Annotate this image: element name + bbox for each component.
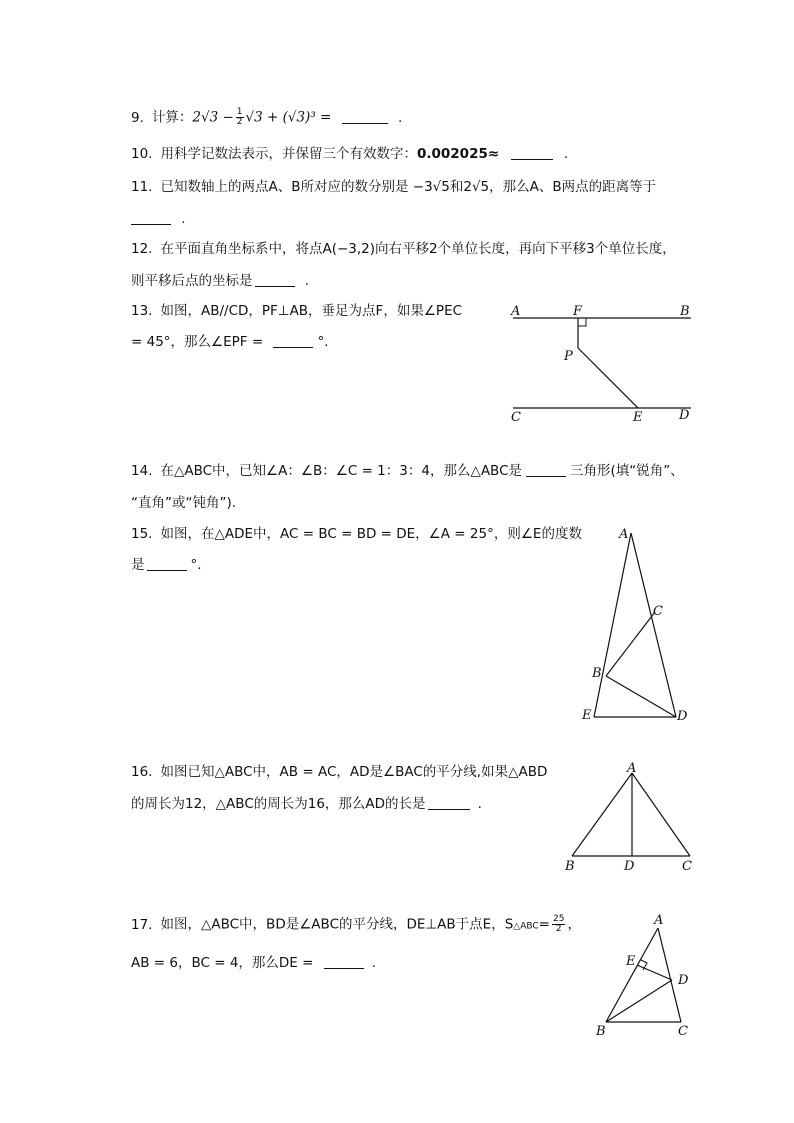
question-11-line2 xyxy=(131,210,186,228)
label-d: D xyxy=(679,408,690,423)
punctuation: . xyxy=(477,796,482,812)
label-a: A xyxy=(619,527,629,542)
question-number: 10. xyxy=(131,146,153,162)
label-b: B xyxy=(596,1024,606,1039)
answer-blank[interactable] xyxy=(273,334,313,348)
question-number: 12. xyxy=(131,241,153,257)
question-14-line2 xyxy=(131,494,236,512)
answer-blank[interactable] xyxy=(147,557,187,571)
question-text: 是 xyxy=(131,557,145,573)
answer-blank[interactable] xyxy=(324,955,364,969)
question-13-line2 xyxy=(131,333,329,351)
segment-bd xyxy=(606,676,676,717)
question-13 xyxy=(131,302,462,320)
fraction-denominator: 2 xyxy=(555,924,562,934)
punctuation: °. xyxy=(190,557,202,573)
question-text: 如图，△ABC中，BD是∠ABC的平分线，DE⊥AB于点E，S xyxy=(160,916,514,933)
question-15 xyxy=(131,525,582,543)
math-expression: 2√3 − xyxy=(192,109,234,126)
label-a: A xyxy=(627,761,637,776)
question-text: 在△ABC中，已知∠A：∠B：∠C = 1：3：4，那么△ABC是 xyxy=(160,463,523,479)
question-17 xyxy=(131,915,581,936)
answer-blank[interactable] xyxy=(255,273,295,287)
segment-pe xyxy=(578,348,638,408)
label-d: D xyxy=(677,709,688,724)
question-16 xyxy=(131,763,547,781)
question-text: = 45°，那么∠EPF = xyxy=(131,334,264,350)
question-number: 16. xyxy=(131,764,153,780)
question-number: 9. xyxy=(131,109,144,126)
fraction-numerator: 25 xyxy=(552,914,565,924)
label-c: C xyxy=(511,410,521,425)
question-number: 17. xyxy=(131,916,153,933)
label-d: D xyxy=(678,973,689,988)
segment-ac xyxy=(632,773,690,856)
label-c: C xyxy=(682,859,692,874)
label-a: A xyxy=(654,913,664,928)
question-text: 如图，AB//CD，PF⊥AB，垂足为点F，如果∠PEC xyxy=(160,303,463,319)
punctuation: °. xyxy=(317,334,329,350)
label-e: E xyxy=(626,954,636,969)
question-text: 计算： xyxy=(151,109,193,126)
segment-ad xyxy=(631,533,676,717)
question-text: 如图，在△ADE中，AC = BC = BD = DE，∠A = 25°，则∠E的度数 xyxy=(160,526,582,542)
label-c: C xyxy=(653,604,663,619)
punctuation: . xyxy=(397,109,403,126)
label-a: A xyxy=(511,304,521,319)
question-10 xyxy=(131,145,568,163)
answer-blank[interactable] xyxy=(342,110,388,124)
figure-15 xyxy=(580,525,700,725)
answer-blank[interactable] xyxy=(428,796,470,810)
math-expression: √3 + (√3)³ = xyxy=(245,109,332,126)
punctuation: . xyxy=(371,955,377,971)
answer-blank[interactable] xyxy=(511,146,553,160)
question-text: 则平移后点的坐标是 xyxy=(131,273,253,289)
question-text: AB = 6，BC = 4，那么DE = xyxy=(131,955,314,971)
fraction xyxy=(236,108,244,127)
figure-13 xyxy=(505,300,705,430)
question-number: 11. xyxy=(131,179,153,195)
right-angle-mark xyxy=(578,318,586,326)
label-d: D xyxy=(624,859,635,874)
label-e: E xyxy=(582,708,592,723)
figure-17 xyxy=(590,910,700,1045)
punctuation: ， xyxy=(567,916,581,933)
subscript: △ABC xyxy=(513,921,539,932)
question-text: “直角”或“钝角”). xyxy=(131,495,237,511)
question-number: 14. xyxy=(131,463,153,479)
label-p: P xyxy=(564,349,573,364)
answer-blank[interactable] xyxy=(131,211,171,225)
label-f: F xyxy=(573,304,583,319)
question-number: 13. xyxy=(131,303,153,319)
question-17-line2 xyxy=(131,954,376,972)
question-text: 已知数轴上的两点A、B所对应的数分别是 −3√5和2√5，那么A、B两点的距离等于 xyxy=(160,179,657,195)
punctuation: . xyxy=(181,211,186,227)
fraction xyxy=(552,915,565,934)
punctuation: . xyxy=(563,146,569,162)
question-text: 在平面直角坐标系中，将点A(−3,2)向右平移2个单位长度，再向下平移3个单位长度， xyxy=(160,241,676,257)
question-number: 15. xyxy=(131,526,153,542)
segment-ab xyxy=(572,773,632,856)
label-b: B xyxy=(592,666,602,681)
question-16-line2 xyxy=(131,795,482,813)
punctuation: . xyxy=(304,273,310,289)
question-14 xyxy=(131,462,684,480)
segment-de xyxy=(637,965,672,980)
question-text: 的周长为12，△ABC的周长为16，那么AD的长是 xyxy=(131,796,426,812)
label-b: B xyxy=(680,304,690,319)
question-11 xyxy=(131,178,656,196)
segment-ab xyxy=(606,928,658,1022)
figure-16 xyxy=(560,758,700,878)
label-e: E xyxy=(633,410,643,425)
equals-sign: = xyxy=(538,916,550,933)
question-12-line2 xyxy=(131,272,309,290)
label-c: C xyxy=(678,1024,688,1039)
value-text: 0.002025≈ xyxy=(416,146,500,162)
answer-blank[interactable] xyxy=(526,463,566,477)
label-b: B xyxy=(565,859,575,874)
question-text: 如图已知△ABC中，AB = AC，AD是∠BAC的平分线,如果△ABD xyxy=(160,764,548,780)
question-9 xyxy=(131,108,402,127)
question-text: 用科学记数法表示，并保留三个有效数字： xyxy=(160,146,417,162)
question-15-line2 xyxy=(131,556,202,574)
fraction-denominator: 2 xyxy=(236,117,243,127)
fraction-numerator: 1 xyxy=(236,107,243,117)
question-12 xyxy=(131,240,676,258)
segment-ae xyxy=(594,533,631,717)
question-text: 三角形(填“锐角”、 xyxy=(570,463,684,479)
segment-bd xyxy=(606,980,672,1022)
